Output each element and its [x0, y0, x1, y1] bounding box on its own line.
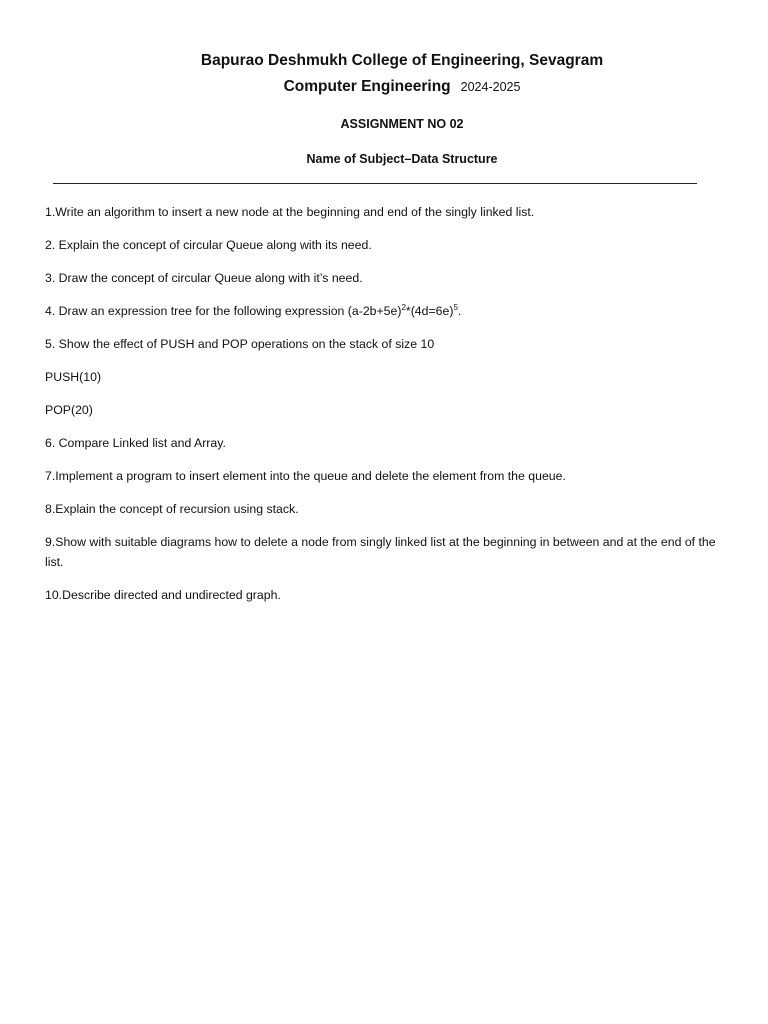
question-text: . [457, 304, 462, 318]
question-item: 6. Compare Linked list and Array. [45, 436, 226, 450]
question-item: PUSH(10) [45, 370, 102, 384]
question-item: 1.Write an algorithm to insert a new node at the beginning and end of the singly linked list. [45, 205, 535, 219]
question-list [45, 202, 735, 618]
department-name: Computer Engineering [283, 78, 451, 95]
question-text: 4. Draw an expression tree for the following expression (a-2b+5e) [45, 304, 402, 318]
question-item: 5. Show the effect of PUSH and POP operations on the stack of size 10 [45, 337, 435, 351]
question-item: 9.Show with suitable diagrams how to delete a node from singly linked list at the beginning in between and at the end of the list. [45, 535, 716, 569]
question-item: POP(20) [45, 403, 93, 417]
question-item: 3. Draw the concept of circular Queue along with it’s need. [45, 271, 363, 285]
department-row [18, 78, 768, 96]
question-text: *(4d=6e) [405, 304, 454, 318]
question-item [45, 301, 735, 321]
exponent: 5 [453, 302, 458, 312]
question-item: 10.Describe directed and undirected graph. [45, 588, 281, 602]
question-item: 7.Implement a program to insert element into the queue and delete the element from the queue. [45, 469, 566, 483]
assignment-title: ASSIGNMENT NO 02 [340, 117, 464, 131]
college-name: Bapurao Deshmukh College of Engineering, Sevagram [200, 52, 604, 69]
subject-name: Name of Subject–Data Structure [306, 152, 498, 166]
question-item: 8.Explain the concept of recursion using stack. [45, 502, 299, 516]
academic-year: 2024-2025 [460, 80, 521, 94]
exponent: 2 [401, 302, 406, 312]
question-item: 2. Explain the concept of circular Queue along with its need. [45, 238, 372, 252]
header-divider [53, 183, 697, 184]
